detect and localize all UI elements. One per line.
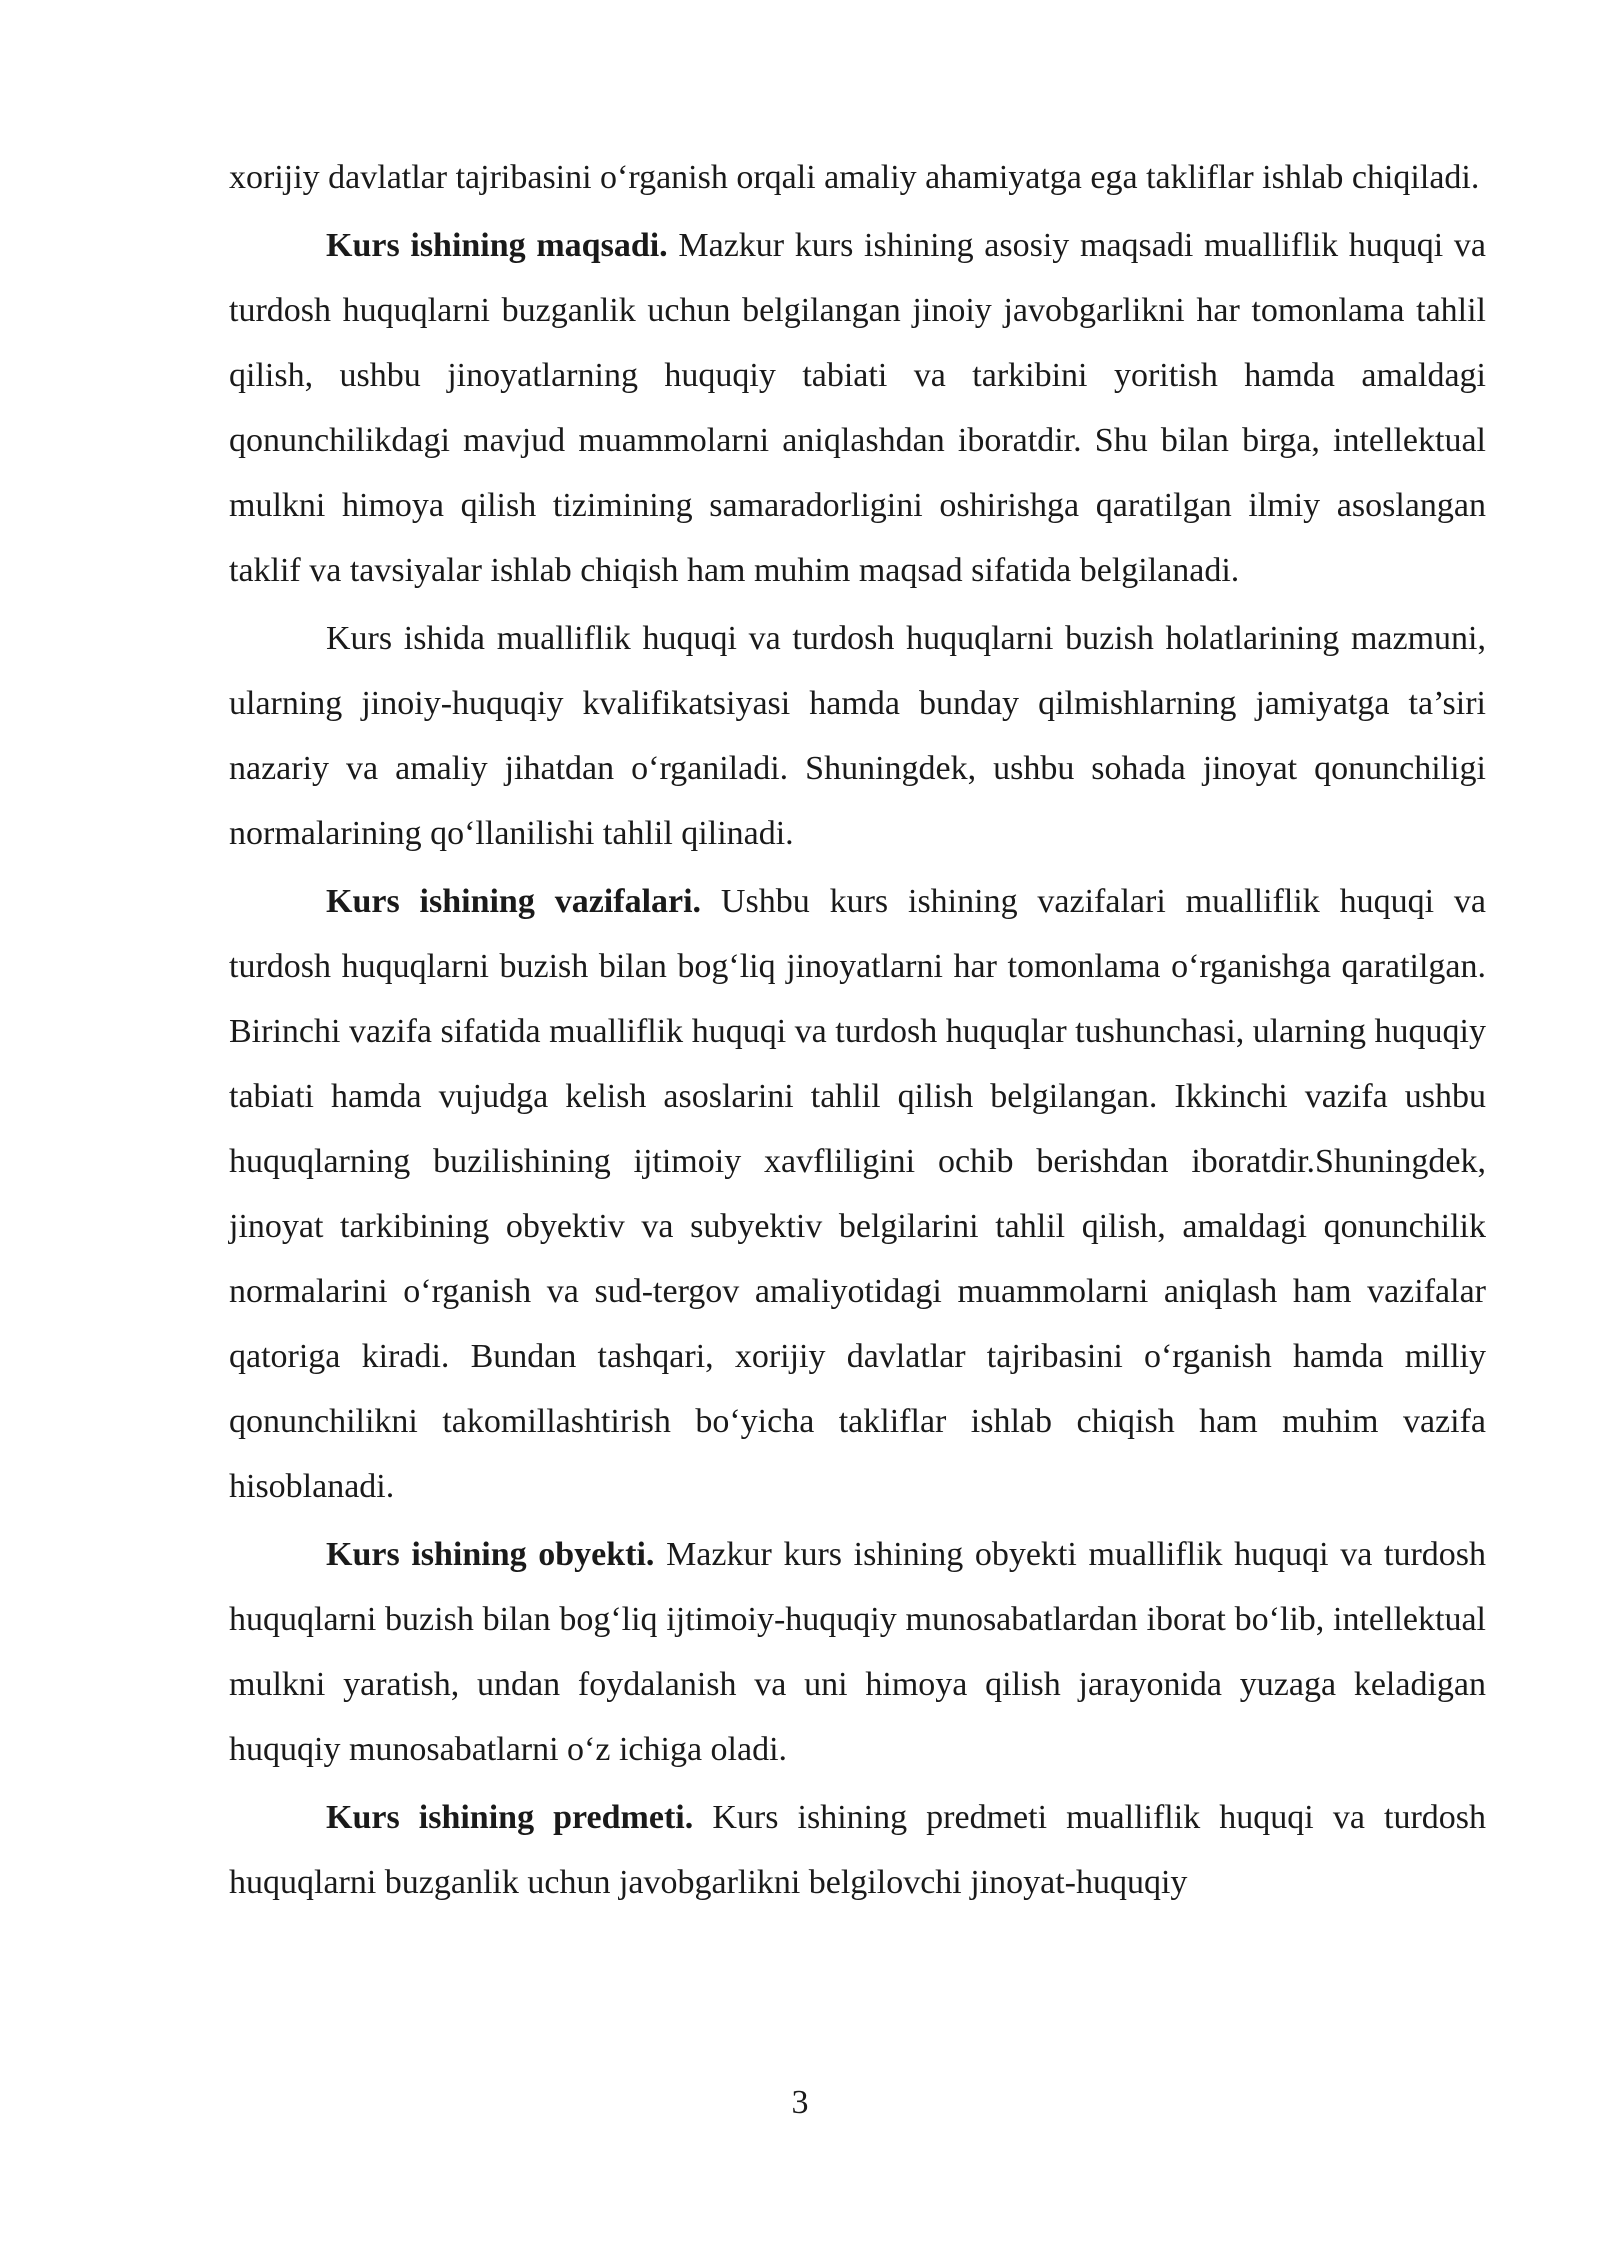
paragraph-heading: Kurs ishining obyekti.	[326, 1536, 655, 1573]
paragraph-subject	[229, 1785, 1486, 1915]
paragraph-text: xorijiy davlatlar tajribasini o‘rganish orqali amaliy ahamiyatga ega takliflar ishlab chiqiladi.	[229, 159, 1480, 196]
paragraph-object	[229, 1522, 1486, 1782]
paragraph-study-scope	[229, 606, 1486, 866]
paragraph-text: Ushbu kurs ishining vazifalari mualliflik huquqi va turdosh huquqlarni buzish bilan bog‘liq jinoyatlarni har tomonlama o‘rganishga qaratilgan. Birinchi vazifa sifatida mualliflik huquqi va turdosh huquqlar tushunchasi, ularning huquqiy tabiati hamda vujudga kelish asoslarini tahlil qilish belgilangan. Ikkinchi vazifa ushbu huquqlarning buzilishining ijtimoiy xavfliligini ochib berishdan iboratdir.Shuningdek, jinoyat tarkibining obyektiv va subyektiv belgilarini tahlil qilish, amaldagi qonunchilik normalarini o‘rganish va sud-tergov amaliyotidagi muammolarni aniqlash ham vazifalar qatoriga kiradi. Bundan tashqari, xorijiy davlatlar tajribasini o‘rganish hamda milliy qonunchilikni takomillashtirish bo‘yicha takliflar ishlab chiqish ham muhim vazifa hisoblanadi.	[229, 883, 1486, 1505]
paragraph-text: Mazkur kurs ishining obyekti mualliflik huquqi va turdosh huquqlarni buzish bilan bog‘liq ijtimoiy-huquqiy munosabatlardan iborat bo‘lib, intellektual mulkni yaratish, undan foydalanish va uni himoya qilish jarayonida yuzaga keladigan huquqiy munosabatlarni o‘z ichiga oladi.	[229, 1536, 1486, 1768]
paragraph-text: Kurs ishining predmeti mualliflik huquqi va turdosh huquqlarni buzganlik uchun javobgarlikni belgilovchi jinoyat-huquqiy	[229, 1799, 1487, 1901]
paragraph-goal	[229, 213, 1486, 603]
paragraph-heading: Kurs ishining predmeti.	[326, 1799, 694, 1836]
paragraph-heading: Kurs ishining vazifalari.	[326, 883, 702, 920]
paragraph-text: Kurs ishida mualliflik huquqi va turdosh huquqlarni buzish holatlarining mazmuni, ularning jinoiy-huquqiy kvalifikatsiyasi hamda bunday qilmishlarning jamiyatga ta’siri nazariy va amaliy jihatdan o‘rganiladi. Shuningdek, ushbu sohada jinoyat qonunchiligi normalarining qo‘llanilishi tahlil qilinadi.	[229, 620, 1486, 852]
paragraph-text: Mazkur kurs ishining asosiy maqsadi mualliflik huquqi va turdosh huquqlarni buzganlik uchun belgilangan jinoiy javobgarlikni har tomonlama tahlil qilish, ushbu jinoyatlarning huquqiy tabiati va tarkibini yoritish hamda amaldagi qonunchilikdagi mavjud muammolarni aniqlashdan iboratdir. Shu bilan birga, intellektual mulkni himoya qilish tizimining samaradorligini oshirishga qaratilgan ilmiy asoslangan taklif va tavsiyalar ishlab chiqish ham muhim maqsad sifatida belgilanadi.	[229, 227, 1487, 589]
paragraph-tasks	[229, 869, 1486, 1519]
paragraph-continuation	[229, 145, 1486, 210]
paragraph-heading: Kurs ishining maqsadi.	[326, 227, 668, 264]
body-text	[229, 145, 1486, 1915]
page-number: 3	[791, 2084, 809, 2121]
